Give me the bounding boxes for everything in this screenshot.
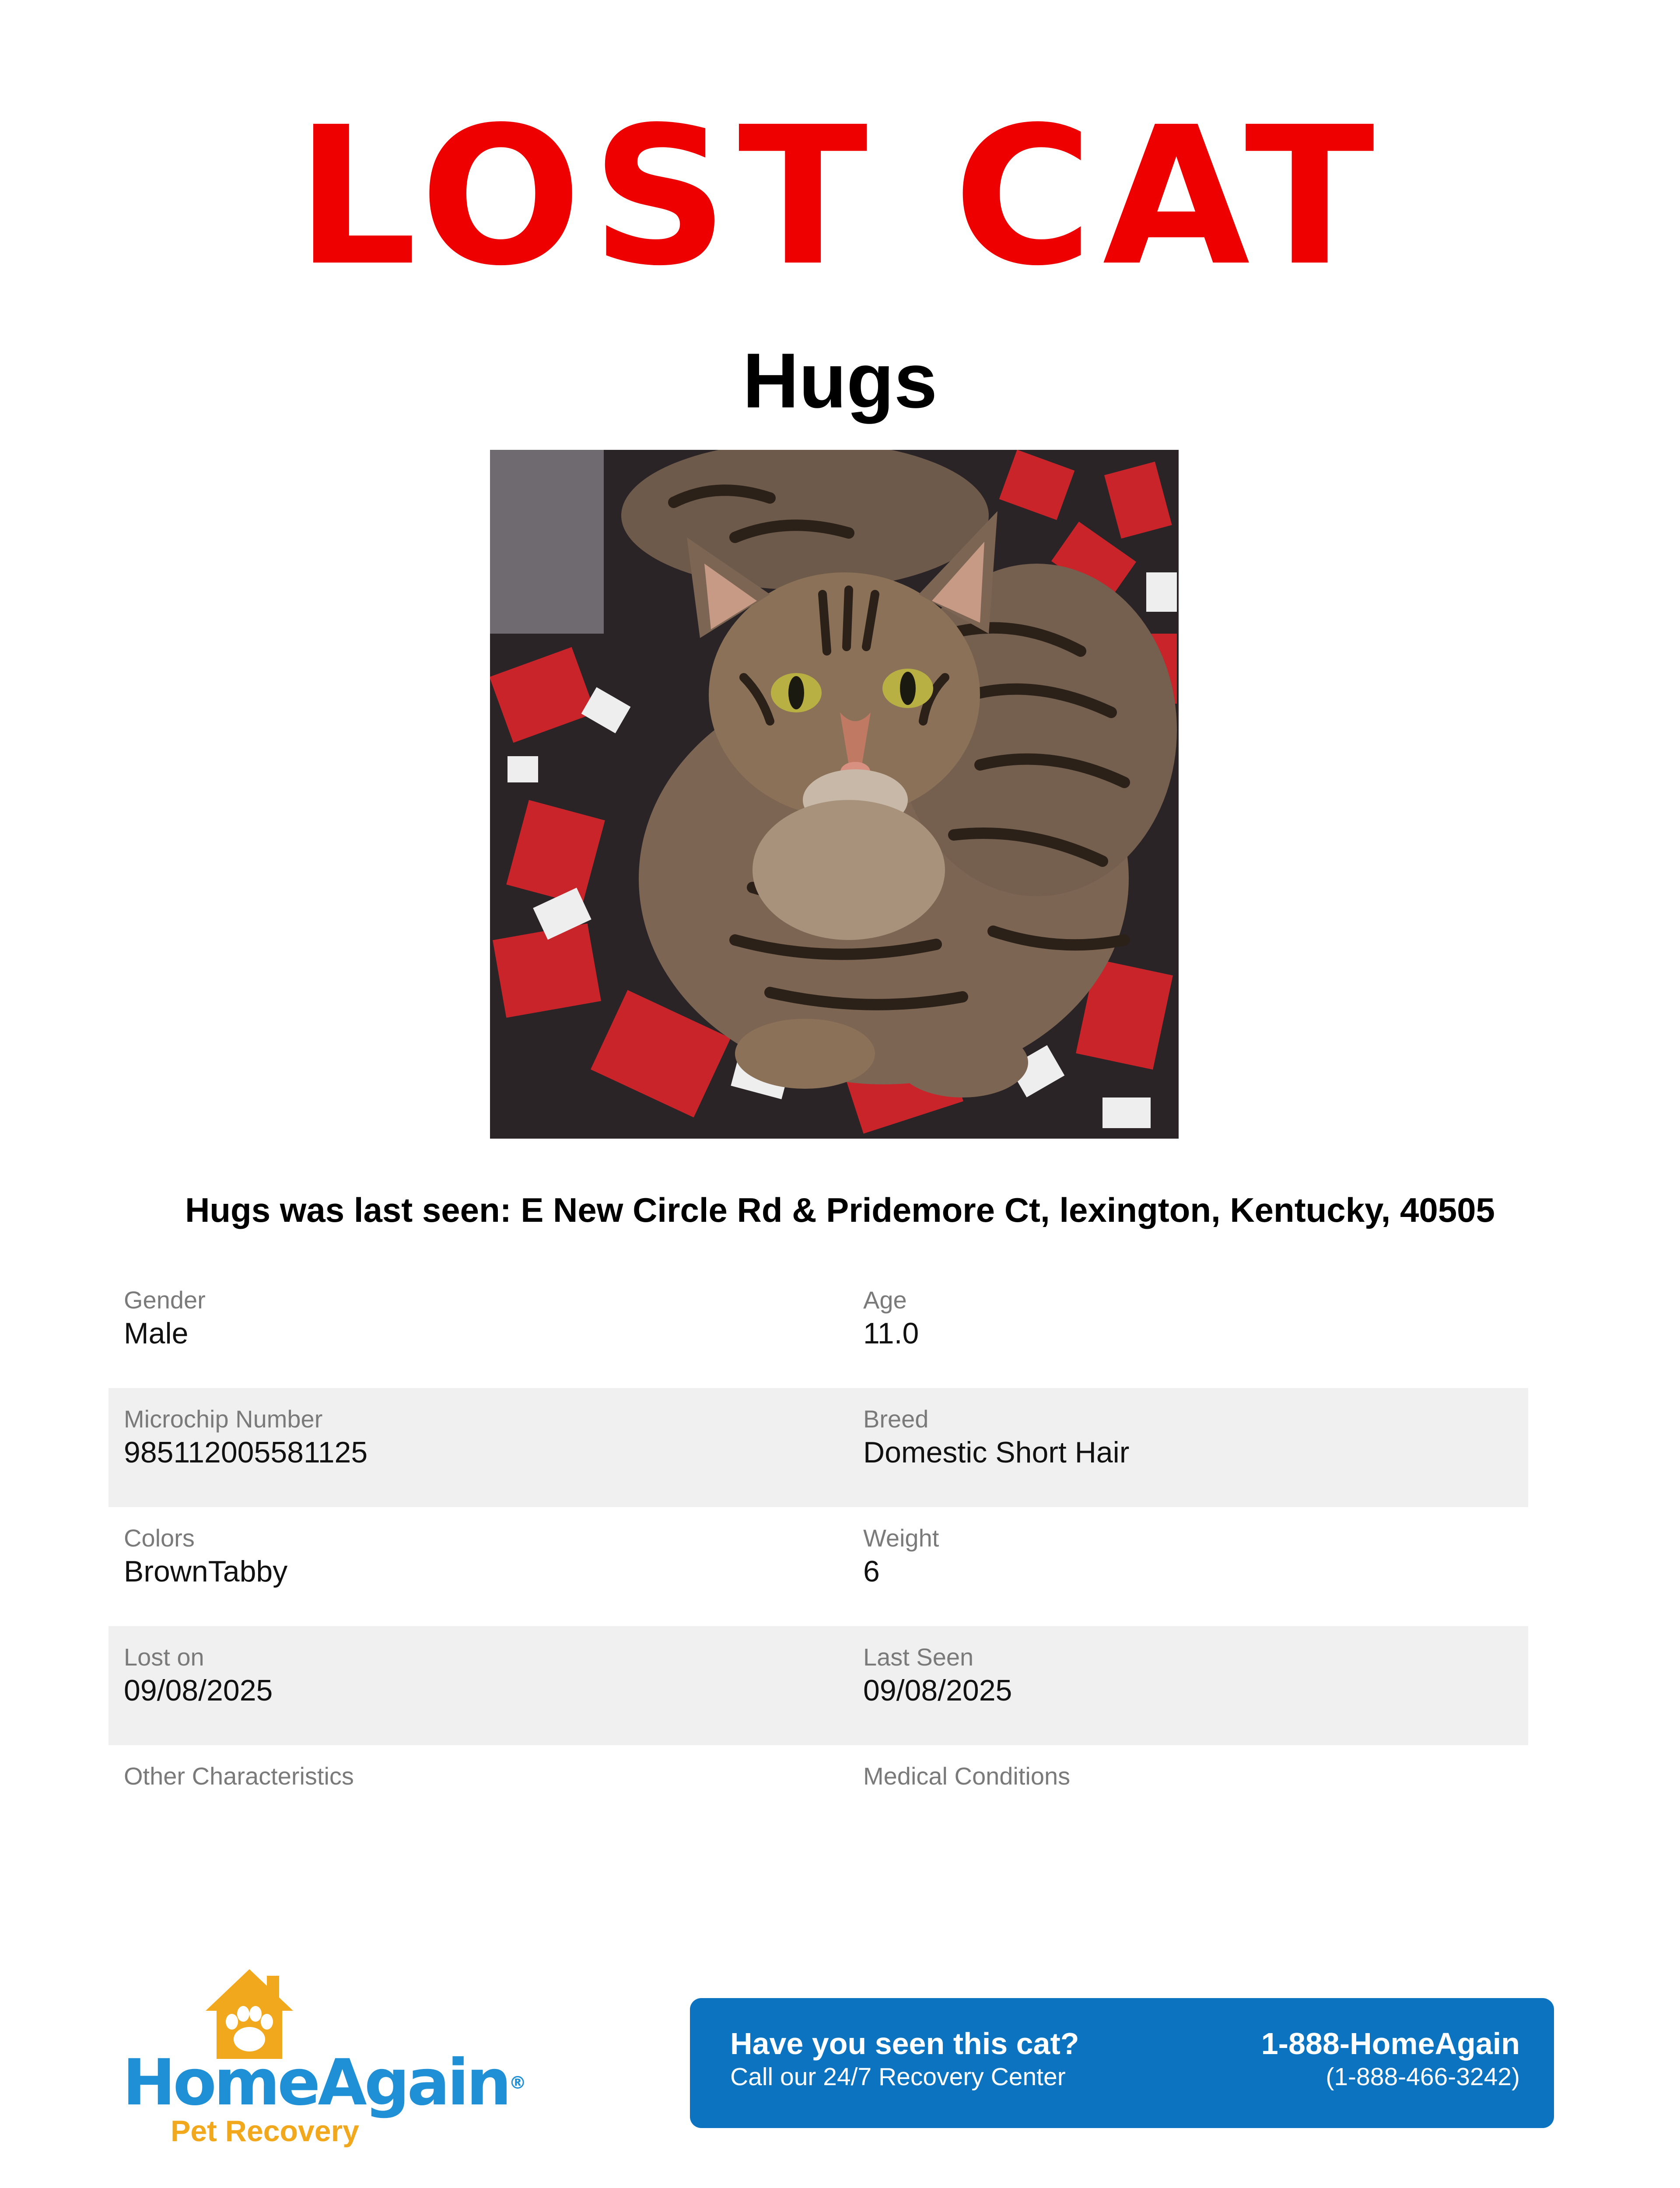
headline: LOST CAT [296, 86, 1384, 308]
detail-value: 09/08/2025 [863, 1674, 1012, 1707]
registered-mark: ® [509, 2073, 527, 2093]
detail-medical-conditions [863, 1761, 1070, 1792]
detail-row [108, 1626, 1528, 1745]
detail-value: 09/08/2025 [124, 1674, 273, 1707]
pet-name: Hugs [742, 337, 938, 424]
logo-word-text: HomeAgain [122, 2046, 509, 2120]
detail-row [108, 1745, 1528, 1864]
pet-photo [490, 450, 1179, 1139]
detail-other-characteristics [124, 1761, 354, 1792]
detail-value: Domestic Short Hair [863, 1436, 1130, 1469]
detail-value: BrownTabby [124, 1555, 288, 1588]
cta-call-text: Call our 24/7 Recovery Center [730, 2063, 1066, 2091]
pet-details-table [108, 1269, 1528, 1864]
detail-label: Microchip Number [124, 1405, 323, 1433]
detail-gender [124, 1285, 206, 1351]
detail-value: 985112005581125 [124, 1436, 368, 1469]
detail-label: Breed [863, 1405, 929, 1433]
detail-label: Other Characteristics [124, 1762, 354, 1790]
detail-row [108, 1269, 1528, 1388]
detail-label: Medical Conditions [863, 1762, 1071, 1790]
logo-wordmark [122, 2046, 526, 2120]
detail-lost-on [124, 1642, 273, 1708]
detail-label: Gender [124, 1286, 206, 1314]
detail-row [108, 1388, 1528, 1507]
detail-label: Weight [863, 1524, 939, 1552]
detail-label: Colors [124, 1524, 195, 1552]
cta-question: Have you seen this cat? [730, 2027, 1079, 2061]
detail-last-seen [863, 1642, 1012, 1708]
homeagain-logo [122, 1960, 527, 2148]
detail-age [863, 1285, 919, 1351]
detail-label: Last Seen [863, 1643, 974, 1671]
detail-colors [124, 1523, 287, 1589]
recovery-center-banner [690, 1998, 1554, 2128]
detail-value: Male [124, 1317, 189, 1350]
detail-value: 11.0 [863, 1317, 919, 1350]
detail-microchip [124, 1404, 368, 1470]
detail-label: Age [863, 1286, 907, 1314]
logo-subtitle: Pet Recovery [171, 2114, 359, 2148]
detail-weight [863, 1523, 939, 1589]
detail-row [108, 1507, 1528, 1626]
phone-digits: (1-888-466-3242) [1326, 2063, 1520, 2091]
detail-value: 6 [863, 1555, 880, 1588]
detail-breed [863, 1404, 1129, 1470]
last-seen-location: Hugs was last seen: E New Circle Rd & Pridemore Ct, lexington, Kentucky, 40505 [185, 1191, 1495, 1229]
phone-number-link[interactable]: 1-888-HomeAgain [1261, 2027, 1520, 2061]
detail-label: Lost on [124, 1643, 204, 1671]
